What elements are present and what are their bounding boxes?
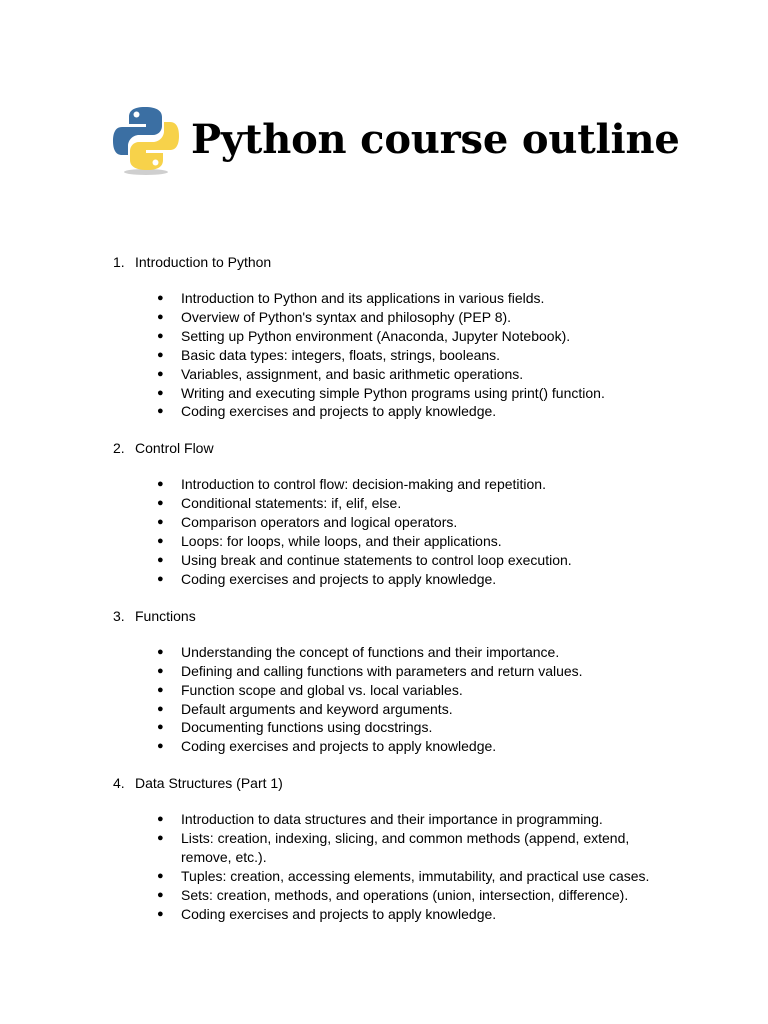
document-header <box>111 104 680 176</box>
list-item-text: Defining and calling functions with parameters and return values. <box>181 662 583 679</box>
list-item-text: Understanding the concept of functions and their importance. <box>181 643 560 660</box>
list-item-text: Coding exercises and projects to apply knowledge. <box>181 738 497 755</box>
list-item <box>113 681 676 700</box>
list-item-text: Coding exercises and projects to apply knowledge. <box>181 905 497 922</box>
list-item-text: Introduction to control flow: decision-making and repetition. <box>181 476 546 493</box>
section-number: 1. <box>113 254 125 270</box>
list-item-text: Overview of Python's syntax and philosophy (PEP 8). <box>181 308 512 325</box>
bullet-icon: ● <box>157 329 164 342</box>
bullet-icon: ● <box>157 869 164 882</box>
python-logo-icon <box>111 104 181 176</box>
bullet-list <box>113 458 693 605</box>
list-item-text: Variables, assignment, and basic arithmetic operations. <box>181 365 524 382</box>
bullet-icon: ● <box>157 405 164 418</box>
bullet-icon: ● <box>157 702 164 715</box>
list-item <box>113 867 676 886</box>
list-item <box>113 513 676 532</box>
section-title: Control Flow <box>135 440 214 457</box>
bullet-icon: ● <box>157 664 164 677</box>
course-outline <box>113 252 693 941</box>
section-heading <box>113 438 693 458</box>
section-heading <box>113 252 693 272</box>
section-title: Introduction to Python <box>135 254 272 270</box>
section <box>113 438 693 605</box>
bullet-icon: ● <box>157 478 164 491</box>
bullet-icon: ● <box>157 813 164 826</box>
list-item-text: Lists: creation, indexing, slicing, and common methods (append, extend, remove, etc.). <box>181 830 630 866</box>
bullet-icon: ● <box>157 832 164 845</box>
list-item <box>113 886 676 905</box>
list-item <box>113 289 676 308</box>
list-item <box>113 365 676 384</box>
list-item-text: Coding exercises and projects to apply knowledge. <box>181 570 497 587</box>
list-item <box>113 718 676 737</box>
list-item <box>113 643 676 662</box>
bullet-icon: ● <box>157 497 164 510</box>
bullet-icon: ● <box>157 740 164 753</box>
section <box>113 606 693 773</box>
list-item <box>113 829 676 867</box>
list-item <box>113 737 676 756</box>
list-item <box>113 905 676 924</box>
bullet-list <box>113 272 693 438</box>
bullet-icon: ● <box>157 367 164 380</box>
bullet-icon: ● <box>157 535 164 548</box>
section-title: Functions <box>135 607 196 624</box>
list-item <box>113 494 676 513</box>
bullet-icon: ● <box>157 386 164 399</box>
bullet-icon: ● <box>157 645 164 658</box>
list-item <box>113 532 676 551</box>
list-item-text: Introduction to Python and its applications in various fields. <box>181 290 545 306</box>
list-item-text: Using break and continue statements to control loop execution. <box>181 551 572 568</box>
list-item-text: Setting up Python environment (Anaconda, Jupyter Notebook). <box>181 327 571 344</box>
list-item <box>113 551 676 570</box>
section-title: Data Structures (Part 1) <box>135 775 283 792</box>
list-item-text: Documenting functions using docstrings. <box>181 719 433 736</box>
list-item <box>113 327 676 346</box>
list-item-text: Coding exercises and projects to apply knowledge. <box>181 403 497 420</box>
bullet-icon: ● <box>157 683 164 696</box>
list-item-text: Comparison operators and logical operators. <box>181 514 458 531</box>
section-number: 4. <box>113 775 125 792</box>
bullet-icon: ● <box>157 572 164 585</box>
list-item <box>113 346 676 365</box>
list-item <box>113 662 676 681</box>
bullet-list <box>113 793 693 940</box>
list-item-text: Tuples: creation, accessing elements, immutability, and practical use cases. <box>181 867 650 884</box>
list-item-text: Writing and executing simple Python programs using print() function. <box>181 384 605 401</box>
list-item <box>113 810 676 829</box>
section <box>113 773 693 940</box>
bullet-icon: ● <box>157 907 164 920</box>
list-item <box>113 475 676 494</box>
list-item-text: Basic data types: integers, floats, strings, booleans. <box>181 346 501 363</box>
bullet-icon: ● <box>157 721 164 734</box>
list-item-text: Introduction to data structures and their importance in programming. <box>181 811 603 828</box>
section-number: 3. <box>113 607 125 624</box>
list-item <box>113 700 676 719</box>
section-heading <box>113 773 693 793</box>
bullet-icon: ● <box>157 888 164 901</box>
list-item <box>113 402 676 421</box>
bullet-list <box>113 626 693 773</box>
bullet-icon: ● <box>157 516 164 529</box>
section-heading <box>113 606 693 626</box>
list-item <box>113 384 676 403</box>
list-item-text: Loops: for loops, while loops, and their applications. <box>181 533 502 550</box>
bullet-icon: ● <box>157 310 164 323</box>
list-item <box>113 570 676 589</box>
section-number: 2. <box>113 440 125 457</box>
bullet-icon: ● <box>157 348 164 361</box>
list-item-text: Function scope and global vs. local variables. <box>181 681 463 698</box>
section <box>113 252 693 438</box>
list-item-text: Sets: creation, methods, and operations (union, intersection, difference). <box>181 886 629 903</box>
list-item-text: Default arguments and keyword arguments. <box>181 700 453 717</box>
bullet-icon: ● <box>157 292 164 304</box>
bullet-icon: ● <box>157 553 164 566</box>
list-item <box>113 308 676 327</box>
list-item-text: Conditional statements: if, elif, else. <box>181 495 402 512</box>
page-title: Python course outline <box>191 116 680 163</box>
